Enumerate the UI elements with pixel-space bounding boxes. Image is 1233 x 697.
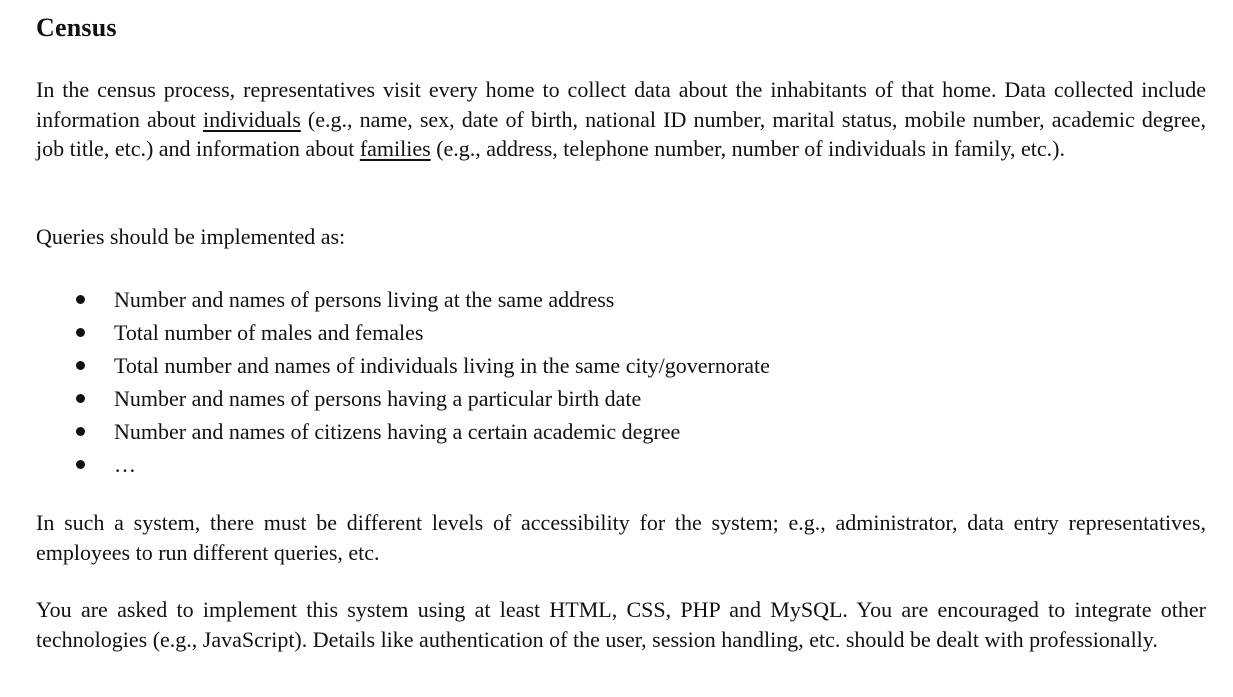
queries-heading: Queries should be implemented as: xyxy=(36,224,346,249)
intro-paragraph xyxy=(36,75,1206,164)
accessibility-paragraph: In such a system, there must be different levels of accessibility for the system; e.g., administrator, data entry representatives, employees to run different queries, etc. xyxy=(36,510,1206,565)
bullet-icon xyxy=(76,361,85,370)
intro-text-1: In the census process, representatives visit every home to collect data about the inhabitants of that home. Data collected include information about xyxy=(36,77,1206,132)
intro-text-3: (e.g., address, telephone number, number of individuals in family, etc.). xyxy=(430,136,1065,161)
list-item xyxy=(36,316,770,349)
list-item xyxy=(36,415,770,448)
query-text: Total number and names of individuals living in the same city/governorate xyxy=(114,353,770,378)
bullet-icon xyxy=(76,394,85,403)
query-text: Number and names of persons having a particular birth date xyxy=(114,386,642,411)
intro-text-2: (e.g., name, sex, date of birth, national ID number, marital status, mobile number, academic degree, job title, etc.) and information about xyxy=(36,106,1206,161)
individuals-term: individuals xyxy=(202,106,301,132)
query-text: Number and names of citizens having a certain academic degree xyxy=(114,419,681,444)
implementation-paragraph: You are asked to implement this system using at least HTML, CSS, PHP and MySQL. You are encouraged to integrate other technologies (e.g., JavaScript). Details like authentication of the user, session handling, etc. should be dealt with professionally. xyxy=(36,597,1206,652)
query-text: Number and names of persons living at the same address xyxy=(114,287,615,312)
families-term: families xyxy=(359,136,431,161)
bullet-icon xyxy=(76,427,85,436)
bullet-icon xyxy=(76,295,85,304)
query-text: … xyxy=(114,452,136,477)
bullet-icon xyxy=(76,460,85,469)
list-item xyxy=(36,382,770,415)
document-title: Census xyxy=(36,13,117,42)
list-item xyxy=(36,349,770,382)
queries-list xyxy=(36,283,770,481)
list-item xyxy=(36,283,770,316)
bullet-icon xyxy=(76,328,85,337)
query-text: Total number of males and females xyxy=(114,320,424,345)
list-item xyxy=(36,448,770,481)
